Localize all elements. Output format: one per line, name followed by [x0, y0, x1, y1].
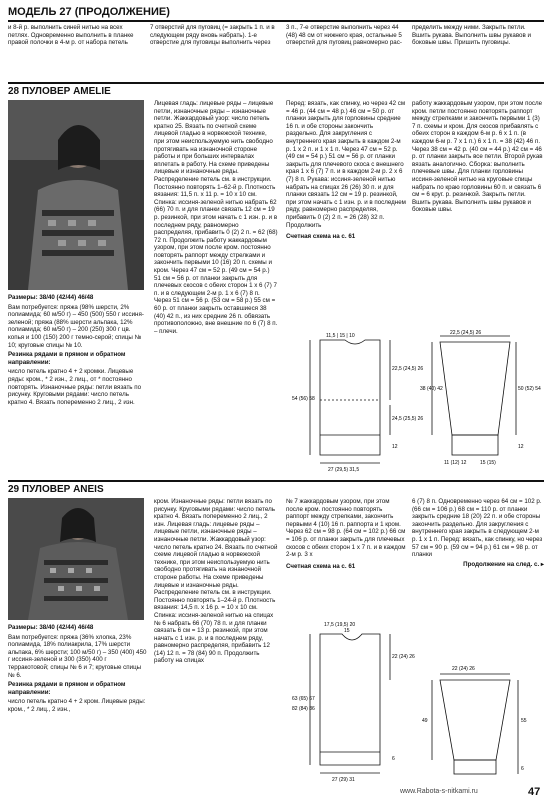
section29-col2-text: кром. Изнаночные ряды: петли вязать по рисунку. Круговыми рядами: число петель кратно 4. Вязать попеременно 2 лиц., 2 изн. Лицевая гладь: лицевые ряды – лицевые петли, изнаночные ряды – изнаночные петли. Жаккардовый узор: число петель кратно 24. Вязать по счетной схеме лицевой гладью в норвежской технике, при этом неиспользуемую нить свободно протягивать на изнаночной стороне работы. На схеме приведены лицевые и изнаночные ряды. Распределение петель см. в инструкции. Постоянно повторять 1–24-й р. Плотность вязания: 14,5 п. x 16 р. = 10 x 10 см. Спинка: иссиня-зеленой нитью на спицах № 6 набрать 66 (70) 78 п. и для планки связать 6 см = 13 р. резинкой, при этом начать с 1 изн. р. и в последнем ряду, равномерно распределяя, прибавить 12 (14) 12 п. = 78 (84) 90 п. Продолжить работу на спицах: [154, 498, 278, 665]
continuation-col-2: [150, 24, 278, 49]
back-body-dim: 54 (56) 58: [292, 396, 315, 402]
section29-materials: Вам потребуется: пряжа (36% хлопка, 23% полиамида, 18% полиакрила, 17% шерсти альпака, 6% шерсти; 100 м/50 г) – 350 (400) 450 г иссиня-зеленой и 300 (350) 400 г терракотовой; спицы № 6 и 7; круговые спицы № 6.: [8, 633, 147, 679]
page-title: МОДЕЛЬ 27 (ПРОДОЛЖЕНИЕ): [8, 6, 170, 18]
continuation-text-3: 3 п., 7-е отверстие выполнить через 44 (48) 48 см от нижнего края, остальные 5 отверстий для пуговиц равномерно рас-: [286, 24, 402, 47]
section28-col4-text: работу жаккардовым узором, при этом после кром. петли постоянно повторять раппорт между стрелками и закончить первыми 1 (3) 7 п. схемы и кром. Для скосов прибавлять с обеих сторон в каждом 6-м р. 6 x 1 п. (в каждом 6-м р. 7 x 1 п.) 6 x 1 п. = 38 (42) 46 п. Через 38 см = 42 р. (40 см = 44 р.) 42 см = 46 р. от планки закрыть все петли. Второй рукав вязать аналогично. Сборка: выполнить плечевые швы. Для планки горловины иссиня-зеленой нитью на круговые спицы набрать по краю горловины 60 п. и связать 6 см = 6 круг. р. резинкой. Закрыть петли. Вшить рукава. Выполнить швы рукавов и боковые швы.: [412, 100, 543, 214]
section28-title: 28 ПУЛОВЕР AMELIE: [8, 86, 111, 97]
section28-materials: Вам потребуется: пряжа (98% шерсти, 2% полиамида; 60 м/50 г) – 450 (500) 550 г иссиня-зеленой; пряжа (88% шерсти альпака, 12% полиамида; 60 м/50 г) – 200 (250) 300 г цв. копья и 100 (150) 200 г темно-серой; спицы № 10; круговые спицы № 10.: [8, 303, 144, 349]
section29-rule: [8, 480, 544, 482]
b29-neck-dim: 15: [344, 628, 350, 634]
sleeve-bottom2-dim: 15 (15): [480, 460, 496, 466]
section28-photo: [8, 100, 144, 290]
section29-col4-text: 6 (7) 8 п. Одновременно через 64 см = 102 р. (66 см = 106 р.) 68 см = 110 р. от планки закрыть средние 18 (20) 22 п. и обе стороны закончить раздельно. Для закругления с внутреннего края закрыть в следующем 2-м р. 1 x 1 п. Перед: вязать, как спинку, но через 57 см = 90 р. (59 см = 94 р.) 61 см = 98 р. от планки: [412, 498, 543, 559]
sleeve-body2-dim: 50 (52) 54: [518, 386, 541, 392]
back-bottom-dim: 27 (29,5) 31,5: [328, 467, 360, 473]
b29-rib-dim: 6: [392, 756, 395, 762]
section28-col-1: [8, 294, 148, 408]
section29-col-3: [286, 498, 406, 572]
continuation-text-1: и 8-й р. выполнить синей нитью на всех петлях. Одновременно выполнить в планке правой полочки в 4-м р. от набора петель: [8, 24, 134, 47]
section29-col-4: [412, 498, 544, 570]
section29-col-2: [154, 498, 278, 667]
b29-body2-dim: 82 (84) 86: [292, 706, 315, 712]
back-rib-dim: 12: [392, 444, 398, 450]
section29-title: 29 ПУЛОВЕР ANEIS: [8, 484, 104, 495]
section28-schema-label: Счетная схема на с. 61: [286, 233, 356, 241]
section28-sleeve-schema: [420, 330, 544, 475]
model-photo-image-2: [8, 498, 144, 620]
continuation-text-4: пределить между ними. Закрыть петли. Вшить рукава. Выполнить швы рукавов и боковые швы. Пришить пуговицы.: [412, 24, 531, 47]
section28-back-schema: [290, 330, 424, 475]
s29-body-dim: 49: [422, 718, 428, 724]
section29-back-schema: [290, 620, 415, 785]
section29-rib-title: Резинка рядами в прямом и обратном направлении:: [8, 681, 126, 696]
back-depth-dim: 24,5 (25,5) 26: [392, 416, 424, 422]
sleeve-body-dim: 38 (40) 42: [420, 386, 443, 392]
back-top-dim: 11,5 | 15 | 10: [326, 333, 355, 339]
header-rule: [8, 20, 544, 22]
continuation-col-3: [286, 24, 402, 49]
section28-col-4: [412, 100, 544, 216]
page-number: 47: [528, 786, 541, 798]
continuation-col-1: [8, 24, 140, 49]
sleeve-rib-dim: 12: [518, 444, 524, 450]
section28-col3-text: Перед: вязать, как спинку, но через 42 см = 46 р. (44 см = 48 р.) 46 см = 50 р. от планки закрыть для горловины средние 16 п. и обе стороны закончить раздельно. Для закругления с внутреннего края закрыть в каждом 2-м р. 1 x 2 п. и 1 x 1 п. Через 47 см = 52 р. (49 см = 54 р.) 51 см = 56 р. от планки закрыть для плечевого скоса с внешнего края 1 x 6 (7) 7 п. и в каждом 2-м р. 2 x 6 (7) 8 п. Рукава: иссиня-зеленой нитью набрать на спицах 26 (26) 30 п. и для планки связать 12 см = 19 р. резинкой, при этом начать с 1 изн. р. и в последнем ряду, равномерно распределяя, прибавить 0 (2) 2 п. = 26 (28) 32 п. Продолжить: [286, 100, 406, 229]
continuation-text-2: 7 отверстий для пуговиц (= закрыть 1 п. и в следующем ряду вновь набрать). 1-е отверстие для пуговицы выполнить через: [150, 24, 275, 47]
section28-rib-title: Резинка рядами в прямом и обратном направлении:: [8, 351, 126, 366]
section28-col-2: [154, 100, 278, 337]
continued-note: Продолжение на след. с. ▸: [463, 560, 544, 568]
s29-rib-dim: 6: [521, 766, 524, 772]
section29-sizes: Размеры: 38/40 (42/44) 46/48: [8, 624, 94, 631]
section29-rib-text: число петель кратно 4 + 2 кром. Лицевые ряды: кром., * 2 лиц., 2 изн.,: [8, 698, 146, 713]
s29-top-dim: 22 (24) 26: [452, 666, 475, 672]
b29-body-dim: 63 (65) 67: [292, 696, 315, 702]
section29-col3-text: № 7 жаккардовым узором, при этом после кром. постоянно повторять раппорт между стрелками, закончить первыми 4 (10) 16 п. раппорта и 1 кром. Через 62 см = 98 р. (64 см = 102 р.) 66 см = 106 р. от планки закрыть для плечевых скосов с обеих сторон 1 x 7 п. и в каждом 2-м р. 3 x: [286, 498, 406, 559]
model-photo-image: [8, 100, 144, 290]
continuation-col-4: [412, 24, 544, 49]
sleeve-top-dim: 22,5 (24,5) 26: [450, 330, 482, 336]
back-right-dim: 22,5 (24,5) 26: [392, 366, 424, 372]
section28-sizes: Размеры: 38/40 (42/44) 46/48: [8, 294, 94, 301]
section29-photo: [8, 498, 144, 620]
b29-depth-dim: 22 (24) 26: [392, 654, 415, 660]
section28-rib-text: число петель кратно 4 + 2 кромки. Лицевые ряды: кром., * 2 изн., 2 лиц., от * постоянно повторять. Изнаночные ряды: петли вязать по рисунку. Круговыми рядами: число петель кратно 4. Вязать попеременно 2 лиц., 2 изн.: [8, 368, 142, 406]
section28-rule: [8, 82, 544, 84]
section29-schema-label: Счетная схема на с. 61: [286, 562, 356, 570]
section29-col-1: [8, 624, 148, 716]
b29-bottom-dim: 27 (29) 31: [332, 777, 355, 783]
s29-body2-dim: 55: [521, 718, 527, 724]
section28-col-3: [286, 100, 406, 243]
b29-top-dim: 17,5 (19,5) 20: [324, 622, 356, 628]
watermark: www.Rabota-s-nitkami.ru: [400, 788, 478, 795]
section28-col2-text: Лицевая гладь: лицевые ряды – лицевые петли, изнаночные ряды – изнаночные петли. Жаккардовый узор: число петель кратно 25. Вязать по счетной схеме лицевой гладью в норвежской технике, при этом неиспользуемую нить свободно протягивать на изнаночной стороне работы и при больших интервалах вплетать в работу. На схеме приведены лицевые и изнаночные ряды. Распределение петель см. в инструкции. Постоянно повторять 1–62-й р. Плотность вязания: 11,5 п. x 11 р. = 10 x 10 см. Спинка: иссиня-зеленой нитью набрать 62 (66) 70 п. и для планки связать 12 см = 19 р. резинкой, при этом начать с 1 изн. р. и в последнем ряду, равномерно распределяя, прибавить 0 (2) 2 п. = 62 (68) 72 п. Продолжить работу жаккардовым узором, при этом после кром. постоянно повторять раппорт между стрелками и закончить первыми 10 (16) 20 п. схемы и кром. Через 47 см = 52 р. (49 см = 54 р.) 51 см = 56 р. от планки закрыть для плечевых скосов с обеих сторон 1 x 6 (7) 7 п. и в следующем 2-м р. 1 x 6 (7) 8 п. Через 51 см = 56 р. (53 см = 58 р.) 55 см = 60 р. от планки закрыть оставшиеся 38 (40) 42 п., из них средние 26 п. обвязать противоположно, вне внешние по 6 (7) 8 п. – плечи.: [154, 100, 278, 335]
sleeve-bottom-dim: 11 (12) 12: [444, 460, 467, 466]
section29-sleeve-schema: [420, 660, 544, 785]
